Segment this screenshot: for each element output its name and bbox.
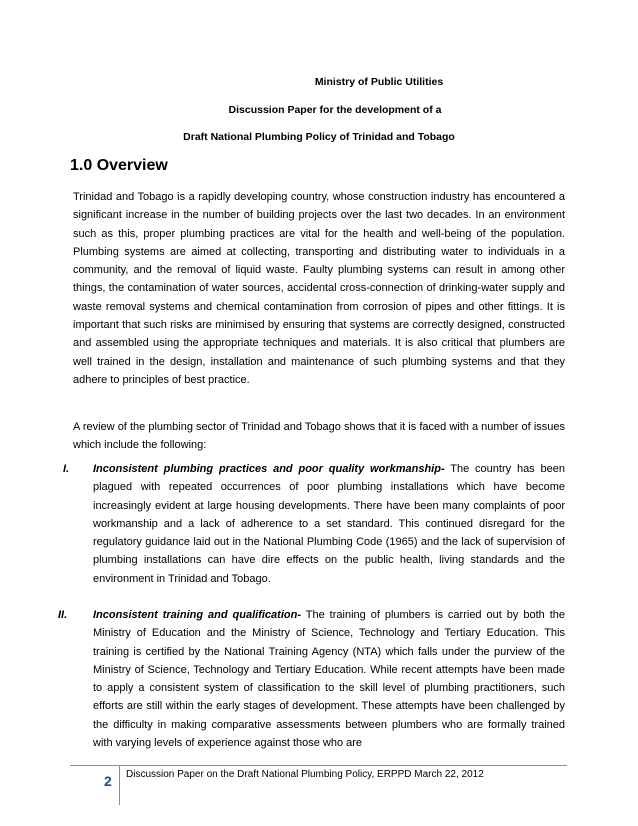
header-paper-title: Discussion Paper for the development of a (228, 104, 442, 116)
overview-paragraph-1: Trinidad and Tobago is a rapidly developing country, whose construction industry has encountered a significant increase in the number of building projects over the last two decades. In an environment such as this, proper plumbing practices are vital for the health and well-being of the population. Plumbing systems are aimed at collecting, transporting and distributing water to individuals in a community, and the removal of liquid waste. Faulty plumbing systems can result in among other things, the contamination of water sources, accidental cross-connection of drinking-water supply and waste removal systems and chemical contamination from corrosion of pipes and other fittings. It is important that such risks are minimised by ensuring that systems are correctly designed, constructed and assembled using the appropriate techniques and materials. It is also critical that plumbers are well trained in the design, installation and maintenance of such plumbing systems and that they adhere to principles of best practice. (73, 191, 565, 386)
header-ministry: Ministry of Public Utilities (314, 76, 444, 88)
issue-body (93, 460, 565, 588)
page-number: 2 (104, 773, 112, 789)
page-footer (70, 765, 567, 805)
issue-text: The country has been plagued with repeated occurrences of poor plumbing installations which have become increasingly evident at large housing developments. There have been many complaints of poor workmanship and a lack of adherence to a set standard. This continued disregard for the regulatory guidance laid out in the National Plumbing Code (1965) and the lack of supervision of plumbing installations can have dire effects on the public health, living standards and the environment in Trinidad and Tobago. (93, 463, 565, 585)
footer-text: Discussion Paper on the Draft National Plumbing Policy, ERPPD March 22, 2012 (126, 769, 484, 780)
issue-numeral: II. (58, 609, 68, 621)
issue-title: Inconsistent training and qualification- (93, 609, 301, 621)
issue-title: Inconsistent plumbing practices and poor quality workmanship- (93, 463, 445, 475)
issue-numeral: I. (63, 463, 70, 475)
overview-paragraph-2: A review of the plumbing sector of Trinidad and Tobago shows that it is faced with a number of issues which include the following: (73, 421, 565, 452)
footer-vertical-divider (119, 765, 120, 805)
footer-divider (70, 765, 567, 766)
issue-body (93, 606, 565, 752)
issue-text: The training of plumbers is carried out by both the Ministry of Education and the Ministry of Science, Technology and Tertiary Education. This training is certified by the National Training Agency (NTA) which falls under the purview of the Ministry of Science, Technology and Tertiary Education. While recent attempts have been made to apply a consistent system of classification to the skill level of plumbing practitioners, such efforts are still within the early stages of development. These attempts have been challenged by the difficulty in making comparative assessments between plumbers who are formally trained with varying levels of experience against those who are (93, 609, 565, 750)
header-policy-title: Draft National Plumbing Policy of Trinidad and Tobago (183, 131, 455, 143)
section-heading: 1.0 Overview (70, 157, 168, 174)
